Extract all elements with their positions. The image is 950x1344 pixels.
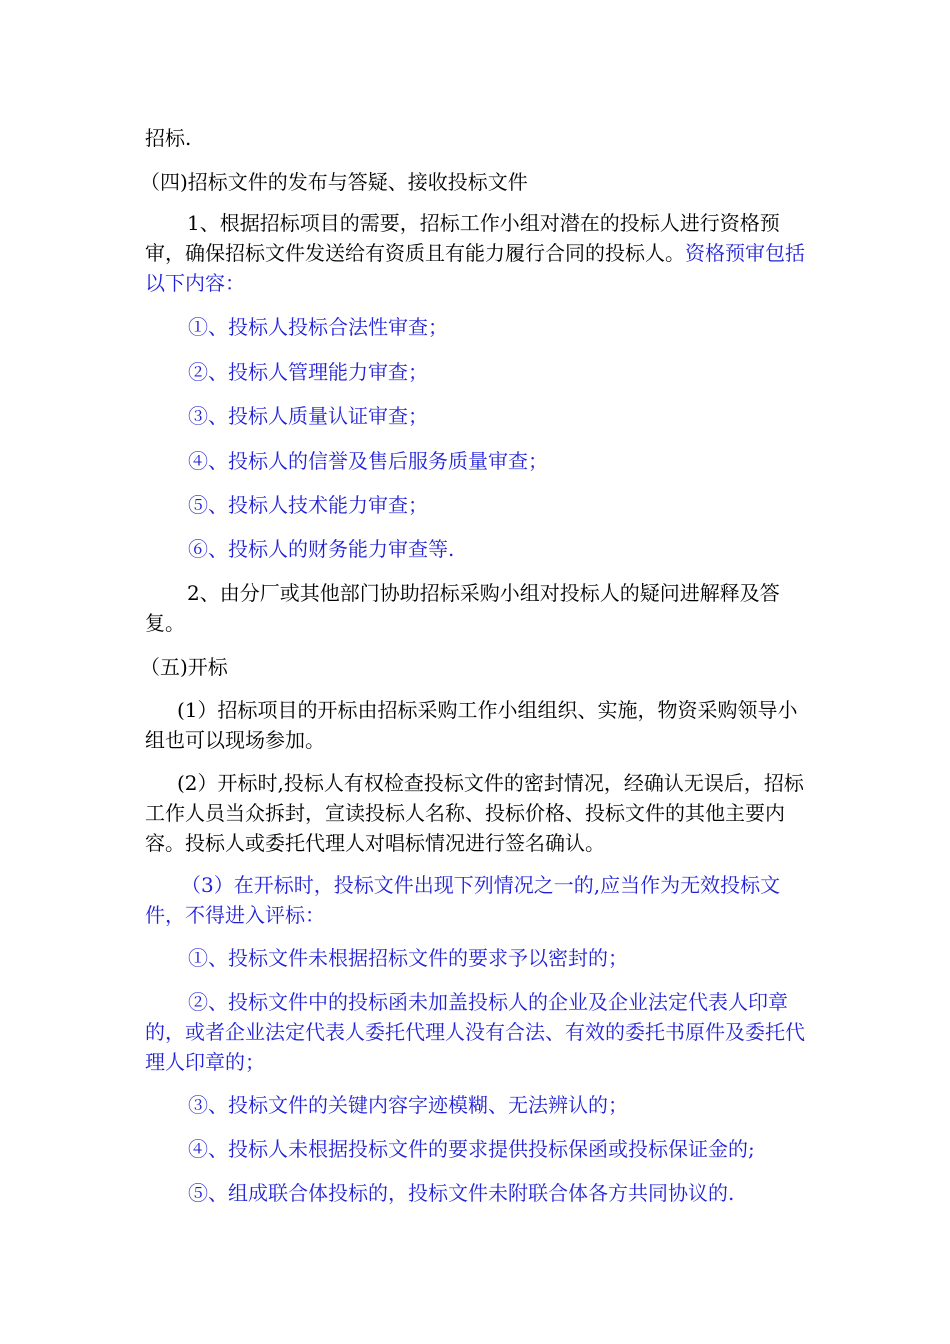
prequal-item: ④、投标人的信誉及售后服务质量审查； <box>188 449 548 473</box>
invalid-bid-item: ③、投标文件的关键内容字迹模糊、无法辨认的； <box>188 1093 628 1117</box>
paragraph-continuation: 招标. <box>145 126 192 150</box>
opening-paragraph-1: (1）招标项目的开标由招标采购工作小组组织、实施，物资采购领导小组也可以现场参加。 <box>145 698 798 752</box>
prequal-item: ②、投标人管理能力审查； <box>188 360 428 384</box>
opening-paragraph-3: （3）在开标时，投标文件出现下列情况之一的,应当作为无效投标文件，不得进入评标： <box>145 873 781 927</box>
prequal-item: ①、投标人投标合法性审查； <box>188 315 448 339</box>
invalid-bid-item: ④、投标人未根据投标文件的要求提供投标保函或投标保证金的; <box>188 1137 755 1161</box>
prequal-intro-paragraph <box>145 208 815 298</box>
prequal-intro-highlight: 资格预审包括以下内容： <box>145 241 805 295</box>
opening-paragraph-2: (2）开标时,投标人有权检查投标文件的密封情况，经确认无误后，招标工作人员当众拆封，宣读投标人名称、投标价格、投标文件的其他主要内容。投标人或委托代理人对唱标情况进行签名确认。 <box>145 771 804 855</box>
invalid-bid-item: ②、投标文件中的投标函未加盖投标人的企业及企业法定代表人印章的，或者企业法定代表人委托代理人没有合法、有效的委托书原件及委托代理人印章的； <box>145 990 805 1074</box>
invalid-bid-item: ⑤、组成联合体投标的，投标文件未附联合体各方共同协议的. <box>188 1181 735 1205</box>
clarification-paragraph: 2、由分厂或其他部门协助招标采购小组对投标人的疑问进解释及答复。 <box>145 581 780 635</box>
prequal-item: ⑤、投标人技术能力审查； <box>188 493 428 517</box>
prequal-item: ③、投标人质量认证审查； <box>188 404 428 428</box>
prequal-item: ⑥、投标人的财务能力审查等. <box>188 537 455 561</box>
prequal-intro-text: 1、根据招标项目的需要，招标工作小组对潜在的投标人进行资格预审，确保招标文件发送给有资质且有能力履行合同的投标人。 <box>145 211 780 265</box>
section-4-heading: （四)招标文件的发布与答疑、接收投标文件 <box>140 170 528 194</box>
section-5-heading: （五)开标 <box>140 655 228 679</box>
invalid-bid-item: ①、投标文件未根据招标文件的要求予以密封的； <box>188 946 628 970</box>
